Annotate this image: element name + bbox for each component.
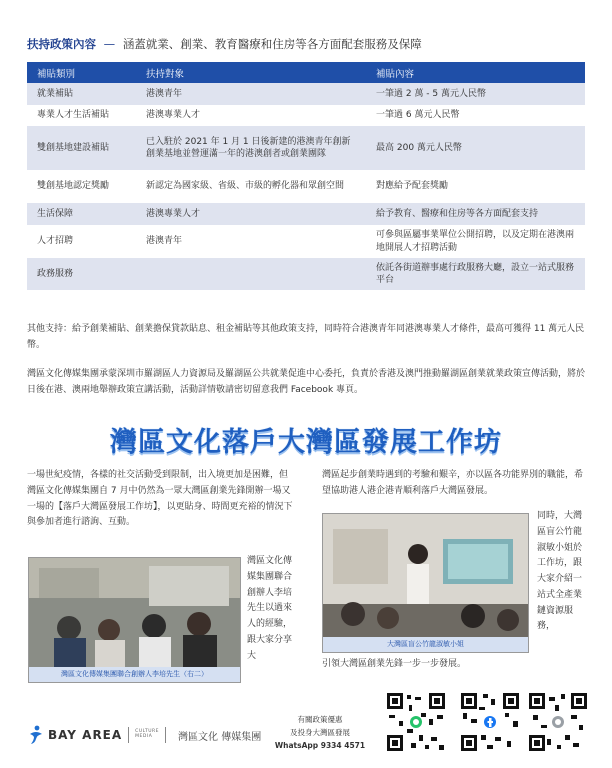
commission-note: 灣區文化傳媒集團承蒙深圳市羅湖區人力資源局及羅湖區公共就業促進中心委托，負責於香港及澳門推動羅湖區創業就業政策宣傳活動，將於日後在港、澳兩地舉辦政策宣講活動，活動詳情敬請密切留意我們 Facebook 專頁。 — [27, 369, 586, 395]
article-left-side: 灣區文化傳媒集團聯合創辦人李培先生以過來人的經驗，跟大家分享大 — [247, 556, 293, 661]
brand-divider — [128, 727, 129, 743]
table-cell: 港澳專業人才 — [136, 203, 366, 225]
table-row — [27, 203, 585, 225]
table-cell: 生活保障 — [27, 203, 136, 225]
contact-block — [270, 714, 370, 752]
photo-lung-shuk-man-illustration — [323, 514, 529, 653]
article-right-side: 同時，大灣區盲公竹龍淑敏小姐於工作坊，跟大家介紹一站式全產業鏈資源服務， — [537, 511, 583, 632]
heading-dash: — — [103, 37, 116, 51]
article-left-intro: 一場世紀疫情，各樣的社交活動受到限制，出入境更加是困難，但灣區文化傳媒集團自 7 月中仍然為一眾大灣區創業先鋒開辦一場又一場的【落戶大灣區發展工作坊】，以更貼身、時間更充裕的情況下與參加者進行諮詢、互動。 — [27, 470, 293, 528]
table-row — [27, 105, 585, 126]
table-row — [27, 170, 585, 203]
photo-lee-pui — [28, 557, 241, 683]
brand-chinese-name: 灣區文化 傳媒集團 — [178, 731, 262, 743]
wechat-qr-code[interactable] — [527, 691, 589, 753]
table-cell: 可參與區屬事業單位公開招聘，以及定期在港澳兩地開展人才招聘活動 — [366, 225, 585, 258]
photo-lee-pui-illustration — [29, 558, 241, 683]
table-cell: 依託各街道辦事處行政服務大廳，設立一站式服務平台 — [366, 258, 585, 290]
table-row — [27, 258, 585, 290]
table-row — [27, 83, 585, 105]
table-cell: 港澳專業人才 — [136, 105, 366, 126]
brand-divider — [165, 727, 166, 743]
contact-line-1: 有關政策優惠 — [297, 715, 343, 724]
table-cell: 人才招聘 — [27, 225, 136, 258]
article-right-end: 引領大灣區創業先鋒一步一步發展。 — [322, 659, 467, 669]
table-cell: 給予教育、醫療和住房等各方面配套支持 — [366, 203, 585, 225]
table-cell: 專業人才生活補貼 — [27, 105, 136, 126]
table-cell: 一筆過 6 萬元人民幣 — [366, 105, 585, 126]
table-row — [27, 126, 585, 170]
table-cell: 最高 200 萬元人民幣 — [366, 126, 585, 170]
table-cell: 對應給予配套獎勵 — [366, 170, 585, 203]
table-cell: 港澳青年 — [136, 83, 366, 105]
table-row — [27, 225, 585, 258]
brand-name: BAY AREA — [48, 728, 123, 742]
table-header-target: 扶持對象 — [136, 62, 366, 83]
table-header-category: 補貼類別 — [27, 62, 136, 83]
workshop-banner-title: 灣區文化落戶大灣區發展工作坊 — [110, 427, 502, 458]
table-cell: 政務服務 — [27, 258, 136, 290]
table-header-row — [27, 62, 585, 83]
bay-area-logo-icon — [28, 725, 44, 745]
table-cell: 就業補貼 — [27, 83, 136, 105]
brand-culture-media — [135, 730, 159, 740]
table-cell: 已入駐於 2021 年 1 月 1 日後新建的港澳青年創新創業基地並營運滿一年的港澳創者或創業團隊 — [136, 126, 366, 170]
whatsapp-number: WhatsApp 9334 4571 — [274, 740, 366, 750]
photo-lung-shuk-man — [322, 513, 529, 653]
table-cell: 雙創基地建設補貼 — [27, 126, 136, 170]
section-heading — [27, 36, 422, 52]
article-right-intro: 灣區起步創業時遇到的考驗和艱辛，亦以區各功能界別的職能，希望協助港人港企港青順利落戶大灣區發展。 — [322, 470, 584, 496]
facebook-qr-code[interactable] — [459, 691, 521, 753]
table-cell: 新認定為國家級、省級、市級的孵化器和眾創空間 — [136, 170, 366, 203]
heading-subtitle: 涵蓋就業、創業、教育醫療和住房等各方面配套服務及保障 — [122, 37, 422, 51]
contact-line-2: 及投身大灣區發展 — [290, 727, 350, 737]
table-header-content: 補貼內容 — [366, 62, 585, 83]
photo-lee-pui-caption: 灣區文化傳媒集團聯合創辦人李培先生（右二） — [29, 667, 240, 682]
brand-culture: CULTURE — [135, 729, 160, 735]
subsidy-table — [27, 62, 585, 290]
other-support-note: 其他支持：給予創業補貼、創業擔保貸款貼息、租金補貼等其他政策支持，同時符合港澳青年同港澳專業人才條件，最高可獲得 11 萬元人民幣。 — [27, 324, 585, 350]
heading-title: 扶持政策內容 — [27, 37, 96, 51]
table-cell — [136, 258, 366, 290]
brand-media: MEDIA — [135, 734, 153, 739]
whatsapp-qr-code[interactable] — [385, 691, 447, 753]
bay-area-logo — [28, 723, 261, 747]
photo-lung-shuk-man-caption: 大灣區盲公竹龍淑敏小姐 — [323, 637, 528, 652]
table-cell: 港澳青年 — [136, 225, 366, 258]
table-cell: 一筆過 2 萬 - 5 萬元人民幣 — [366, 83, 585, 105]
table-cell: 雙創基地認定獎勵 — [27, 170, 136, 203]
